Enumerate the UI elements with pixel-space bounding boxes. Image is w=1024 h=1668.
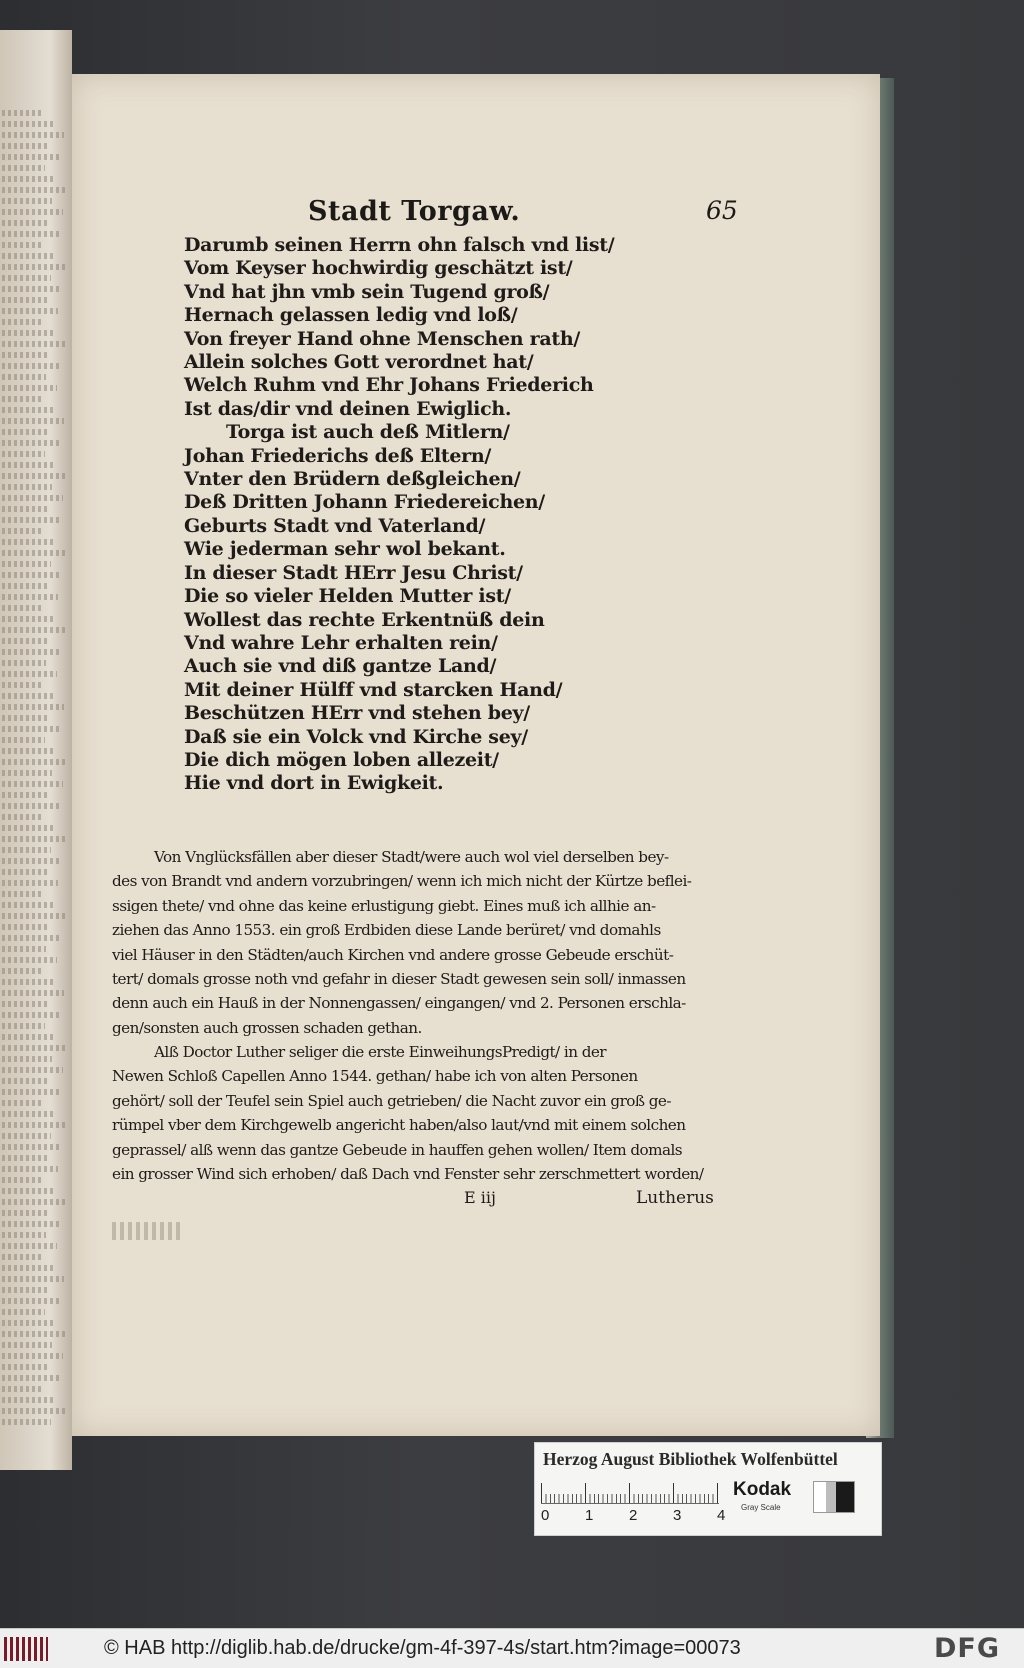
- verse-line: Auch sie vnd diß gantze Land/: [184, 655, 497, 678]
- paragraph-line: ssigen thete/ vnd ohne das keine erlustigung giebt. Eines muß ich allhie an-: [112, 896, 656, 915]
- facing-page-ghost-text: [2, 1034, 56, 1040]
- facing-page-ghost-text: [2, 319, 43, 325]
- facing-page-ghost-text: [2, 550, 66, 556]
- verse-line: Vnd wahre Lehr erhalten rein/: [184, 631, 498, 654]
- facing-page-ghost-text: [2, 627, 65, 633]
- facing-page-ghost-text: [2, 1254, 42, 1260]
- paragraph-line: des von Brandt vnd andern vorzubringen/ wenn ich mich nicht der Kürtze beflei-: [112, 872, 692, 891]
- verse-line: Die so vieler Helden Mutter ist/: [184, 585, 511, 608]
- facing-page-ghost-text: [2, 209, 63, 215]
- facing-page-ghost-text: [2, 957, 57, 963]
- facing-page-ghost-text: [2, 671, 57, 677]
- facing-page-ghost-text: [2, 220, 48, 226]
- facing-page-ghost-text: [2, 528, 44, 534]
- facing-page-ghost-text: [2, 286, 62, 292]
- facing-page-ghost-text: [2, 1386, 44, 1392]
- verse-line: Deß Dritten Johann Friedereichen/: [184, 491, 545, 514]
- facing-page-ghost-text: [2, 1133, 51, 1139]
- facing-page-ghost-text: [2, 407, 53, 413]
- ruler-major-tick: [585, 1483, 586, 1503]
- running-head: Stadt Torgaw.: [308, 196, 521, 227]
- facing-page-ghost-text: [2, 1243, 57, 1249]
- page-number: 65: [706, 196, 738, 225]
- facing-page-ghost-text: [2, 605, 43, 611]
- facing-page-ghost-text: [2, 308, 58, 314]
- facing-page-ghost-text: [2, 506, 48, 512]
- kodak-logo: Kodak: [733, 1479, 792, 1500]
- facing-page-ghost-text: [2, 1419, 51, 1425]
- facing-page-ghost-text: [2, 858, 62, 864]
- facing-page-ghost-text: [2, 440, 60, 446]
- verse-line: Allein solches Gott verordnet hat/: [184, 351, 534, 374]
- ruler-number: 0: [541, 1507, 550, 1524]
- facing-page-ghost-text: [2, 1056, 52, 1062]
- paragraph-line: rümpel vber dem Kirchgewelb angericht haben/also laut/vnd mit einem solchen: [112, 1116, 686, 1135]
- facing-page-ghost-text: [2, 484, 52, 490]
- facing-page-ghost-text: [2, 1287, 49, 1293]
- paragraph-earthquake: [112, 845, 716, 1040]
- facing-page-ghost-text: [2, 143, 49, 149]
- facing-page-ghost-text: [2, 1342, 52, 1348]
- gray-patch: [813, 1481, 855, 1513]
- facing-page-ghost-text: [2, 1221, 61, 1227]
- ruler-number: 1: [585, 1507, 594, 1524]
- facing-page-ghost-text: [2, 451, 45, 457]
- facing-page-ghost-text: [2, 1210, 50, 1216]
- verse-line: Darumb seinen Herrn ohn falsch vnd list/: [184, 234, 615, 256]
- facing-page-ghost-text: [2, 979, 53, 985]
- paragraph-line: viel Häuser in den Städten/auch Kirchen vnd andere grosse Gebeude erschüt-: [112, 945, 674, 964]
- verse-line: Daß sie ein Volck vnd Kirche sey/: [184, 725, 528, 748]
- verse-line: Geburts Stadt vnd Vaterland/: [184, 514, 486, 537]
- facing-page-ghost-text: [2, 231, 59, 237]
- facing-page-ghost-text: [2, 341, 65, 347]
- facing-page-ghost-text: [2, 1012, 60, 1018]
- measure-ruler: [541, 1483, 719, 1504]
- facing-page-ghost-text: [2, 660, 46, 666]
- facing-page-ghost-text: [2, 1364, 48, 1370]
- facing-page-ghost-text: [2, 385, 57, 391]
- facing-page-ghost-text: [2, 561, 51, 567]
- paragraph-line: gen/sonsten auch grossen schaden gethan.: [112, 1018, 422, 1037]
- facing-page-ghost-text: [2, 814, 44, 820]
- facing-page-ghost-text: [2, 1100, 44, 1106]
- verse-line: Die dich mögen loben allezeit/: [184, 748, 499, 771]
- ruler-major-tick: [673, 1483, 674, 1503]
- facing-page-ghost-text: [2, 803, 59, 809]
- facing-page-ghost-text: [2, 1199, 65, 1205]
- facing-page-ghost-text: [2, 1298, 60, 1304]
- verse-line: Mit deiner Hülff vnd starcken Hand/: [184, 678, 563, 701]
- verse-line: Hernach gelassen ledig vnd loß/: [184, 304, 518, 327]
- facing-page-ghost-text: [2, 132, 64, 138]
- facing-page-ghost-text: [2, 616, 54, 622]
- facing-page-ghost-text: [2, 517, 59, 523]
- facing-page-ghost-text: [2, 198, 52, 204]
- facing-page-ghost-text: [2, 704, 64, 710]
- facing-page-ghost-text: [2, 990, 64, 996]
- facing-page-ghost-text: [2, 1276, 64, 1282]
- facing-page-ghost-text: [2, 1375, 59, 1381]
- facing-page-ghost-text: [2, 1045, 67, 1051]
- verse-line: Vom Keyser hochwirdig geschätzt ist/: [184, 257, 573, 280]
- facing-page-ghost-text: [2, 110, 42, 116]
- paragraph-line: denn auch ein Hauß in der Nonnengassen/ eingangen/ vnd 2. Personen erschla-: [112, 994, 686, 1013]
- verse-line: Beschützen HErr vnd stehen bey/: [184, 702, 530, 725]
- facing-page-ghost-text: [2, 682, 42, 688]
- facing-page-ghost-text: [2, 539, 55, 545]
- facing-page-ghost-text: [2, 737, 45, 743]
- facing-page-ghost-text: [2, 770, 52, 776]
- paragraph-line: geprassel/ alß wenn das gantze Gebeude in hauffen gehen wollen/ Item domals: [112, 1140, 683, 1159]
- library-name: Herzog August Bibliothek Wolfenbüttel: [543, 1449, 838, 1469]
- facing-page-ghost-text: [2, 1078, 48, 1084]
- ruler-major-tick: [717, 1483, 718, 1503]
- facing-page-ghost-text: [2, 1122, 66, 1128]
- paragraph-line: gehört/ soll der Teufel sein Spiel auch getrieben/ die Nacht zuvor ein groß ge-: [112, 1091, 671, 1110]
- ink-bleed-through: [112, 1222, 182, 1240]
- facing-page-ghost-text: [2, 1408, 66, 1414]
- facing-page-ghost-text: [2, 264, 66, 270]
- verse-line: Welch Ruhm vnd Ehr Johans Friederich: [184, 374, 594, 397]
- ruler-numbers: [537, 1507, 737, 1527]
- verse-line: Torga ist auch deß Mitlern/: [226, 421, 510, 444]
- facing-page-ghost-text: [2, 781, 63, 787]
- facing-page-ghost-text: [2, 649, 61, 655]
- paragraph-luther: [112, 1040, 716, 1186]
- facing-page-ghost-text: [2, 1111, 55, 1117]
- facing-page-ghost-text: [2, 253, 55, 259]
- facing-page-ghost-text: [2, 968, 42, 974]
- catchword: Lutherus: [636, 1188, 714, 1208]
- viewer-footer: [0, 1628, 1024, 1668]
- paragraph-line: Alß Doctor Luther seliger die erste EinweihungsPredigt/ in der: [154, 1043, 607, 1061]
- ruler-major-tick: [541, 1483, 542, 1503]
- facing-page-ghost-text: [2, 1166, 58, 1172]
- facing-page-ghost-text: [2, 473, 67, 479]
- facing-page-ghost-text: [2, 1232, 46, 1238]
- verse-line: Wollest das rechte Erkentnüß dein: [184, 608, 545, 631]
- facing-page-ghost-text: [2, 880, 58, 886]
- facing-page-ghost-text: [2, 1089, 59, 1095]
- facing-page-ghost-text: [2, 759, 67, 765]
- dfg-logo[interactable]: DFG: [934, 1633, 1001, 1664]
- facing-page-ghost-text: [2, 1067, 63, 1073]
- facing-page-ghost-text: [2, 374, 46, 380]
- facing-page-ghost-text: [2, 1155, 47, 1161]
- facing-page-ghost-text: [2, 396, 42, 402]
- facing-page-edge: [0, 30, 72, 1470]
- facing-page-ghost-text: [2, 1144, 62, 1150]
- facing-page-ghost-text: [2, 594, 58, 600]
- ruler-number: 2: [629, 1507, 638, 1524]
- facing-page-ghost-text: [2, 1188, 54, 1194]
- paragraph-line: Von Vnglücksfällen aber dieser Stadt/were auch wol viel derselben bey-: [154, 848, 669, 866]
- ruler-number: 3: [673, 1507, 682, 1524]
- facing-page-ghost-text: [2, 1397, 55, 1403]
- color-scale-card: [534, 1442, 882, 1536]
- facing-page-ghost-text: [2, 187, 67, 193]
- facing-page-ghost-text: [2, 429, 49, 435]
- facing-page-ghost-text: [2, 275, 51, 281]
- facing-page-ghost-text: [2, 1309, 45, 1315]
- facing-page-ghost-text: [2, 902, 54, 908]
- verse-block: [184, 234, 744, 796]
- verse-line: Johan Friederichs deß Eltern/: [184, 444, 492, 467]
- verse-line: In dieser Stadt HErr Jesu Christ/: [184, 561, 523, 584]
- hab-logo-icon[interactable]: [4, 1637, 48, 1661]
- facing-page-ghost-text: [2, 297, 47, 303]
- facing-page-ghost-text: [2, 330, 54, 336]
- facing-page-ghost-text: [2, 836, 66, 842]
- paragraph-line: Newen Schloß Capellen Anno 1544. gethan/ habe ich von alten Personen: [112, 1067, 638, 1086]
- verse-line: Von freyer Hand ohne Menschen rath/: [184, 327, 580, 350]
- paragraph-line: ziehen das Anno 1553. ein groß Erdbiden diese Lande berüret/ vnd domahls: [112, 921, 661, 940]
- facing-page-ghost-text: [2, 913, 65, 919]
- verse-line: Ist das/dir vnd deinen Ewiglich.: [184, 397, 512, 420]
- facing-page-ghost-text: [2, 1177, 43, 1183]
- verse-line: Vnd hat jhn vmb sein Tugend groß/: [184, 280, 550, 303]
- verse-line: Wie jederman sehr wol bekant.: [184, 538, 506, 561]
- facing-page-ghost-text: [2, 572, 62, 578]
- facing-page-ghost-text: [2, 121, 53, 127]
- facing-page-ghost-text: [2, 891, 43, 897]
- facing-page-ghost-text: [2, 242, 44, 248]
- facing-page-ghost-text: [2, 726, 60, 732]
- facing-page-ghost-text: [2, 352, 50, 358]
- paragraph-line: tert/ domals grosse noth vnd gefahr in dieser Stadt gewesen sein soll/ inmassen: [112, 970, 686, 989]
- facing-page-ghost-text: [2, 1001, 49, 1007]
- paragraph-line: ein grosser Wind sich erhoben/ daß Dach vnd Fenster sehr zerschmettert worden/: [112, 1165, 704, 1184]
- facing-page-ghost-text: [2, 869, 47, 875]
- facing-page-ghost-text: [2, 715, 49, 721]
- facing-page-ghost-text: [2, 176, 56, 182]
- facing-page-ghost-text: [2, 825, 55, 831]
- facing-page-ghost-text: [2, 154, 60, 160]
- facing-page-ghost-text: [2, 1353, 63, 1359]
- verse-line: Vnter den Brüdern deßgleichen/: [184, 468, 521, 491]
- facing-page-ghost-text: [2, 363, 61, 369]
- signature-mark: E iij: [464, 1188, 496, 1207]
- facing-page-ghost-text: [2, 792, 48, 798]
- facing-page-ghost-text: [2, 418, 64, 424]
- facing-page-ghost-text: [2, 748, 56, 754]
- facing-page-ghost-text: [2, 638, 50, 644]
- ruler-number: 4: [717, 1507, 726, 1524]
- facing-page-ghost-text: [2, 935, 61, 941]
- gray-scale-label: Gray Scale: [741, 1503, 781, 1512]
- ruler-major-tick: [629, 1483, 630, 1503]
- facing-page-ghost-text: [2, 847, 51, 853]
- facing-page-ghost-text: [2, 1320, 56, 1326]
- facing-page-ghost-text: [2, 924, 50, 930]
- facing-page-ghost-text: [2, 1331, 67, 1337]
- facing-page-ghost-text: [2, 495, 63, 501]
- facing-page-ghost-text: [2, 165, 45, 171]
- verse-line: Hie vnd dort in Ewigkeit.: [184, 772, 444, 795]
- facing-page-ghost-text: [2, 946, 46, 952]
- copyright-link[interactable]: © HAB http://diglib.hab.de/drucke/gm-4f-397-4s/start.htm?image=00073: [104, 1637, 741, 1659]
- facing-page-ghost-text: [2, 1023, 45, 1029]
- facing-page-ghost-text: [2, 462, 56, 468]
- facing-page-ghost-text: [2, 583, 47, 589]
- facing-page-ghost-text: [2, 693, 53, 699]
- facing-page-ghost-text: [2, 1265, 53, 1271]
